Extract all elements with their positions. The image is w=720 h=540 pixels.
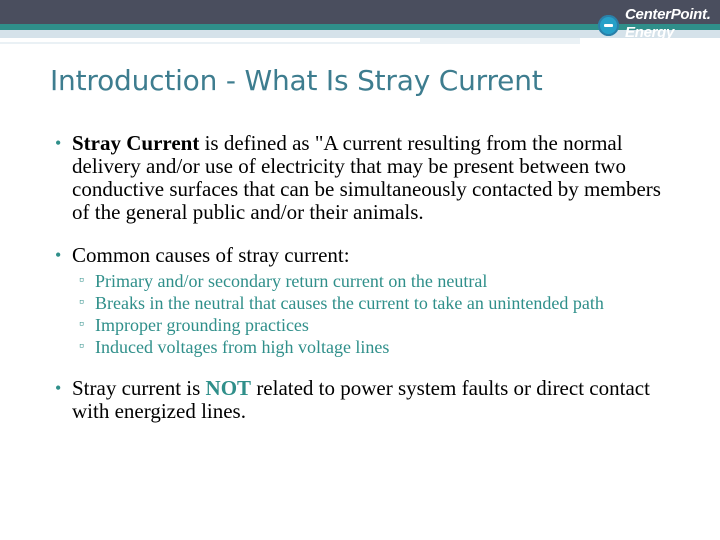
list-item: ▫ Induced voltages from high voltage lines	[79, 337, 390, 357]
logo-mark-icon	[598, 15, 619, 36]
list-item: ▫ Improper grounding practices	[79, 315, 309, 335]
sub-bullet-icon: ▫	[79, 273, 84, 288]
causes-sublist	[79, 271, 675, 357]
definition-text: is defined as "A current resulting from the normal delivery and/or use of electricity that may be present between two conductive surfaces that can be simultaneously contacted by members of the general public and/or their animals.	[72, 131, 661, 224]
sub-bullet-icon: ▫	[79, 339, 84, 354]
slide-title: Introduction - What Is Stray Current	[50, 64, 543, 97]
centerpoint-energy-logo	[598, 6, 716, 44]
logo-text-line2: Energy	[625, 24, 675, 41]
bullet-icon: •	[55, 245, 62, 265]
bullet-icon: •	[55, 378, 62, 398]
header-band-notch	[0, 38, 420, 42]
bullet-definition	[55, 132, 675, 224]
not-related-pre: Stray current is	[72, 376, 206, 400]
bullet-icon: •	[55, 133, 62, 153]
list-item: ▫ Primary and/or secondary return current on the neutral	[79, 271, 488, 291]
sub-bullet-icon: ▫	[79, 295, 84, 310]
sub-bullet-icon: ▫	[79, 317, 84, 332]
list-item: ▫ Breaks in the neutral that causes the current to take an unintended path	[79, 293, 604, 313]
bullet-not-related	[55, 377, 675, 423]
logo-text-line1: CenterPoint.	[625, 6, 711, 23]
slide-body	[55, 132, 675, 443]
bullet-common-causes	[55, 244, 675, 267]
common-causes-text: Common causes of stray current:	[72, 243, 350, 267]
not-related-post: related to power system faults or direct contact with energized lines.	[72, 376, 650, 423]
term-stray-current: Stray Current	[72, 131, 200, 155]
not-emphasis: NOT	[205, 376, 252, 400]
